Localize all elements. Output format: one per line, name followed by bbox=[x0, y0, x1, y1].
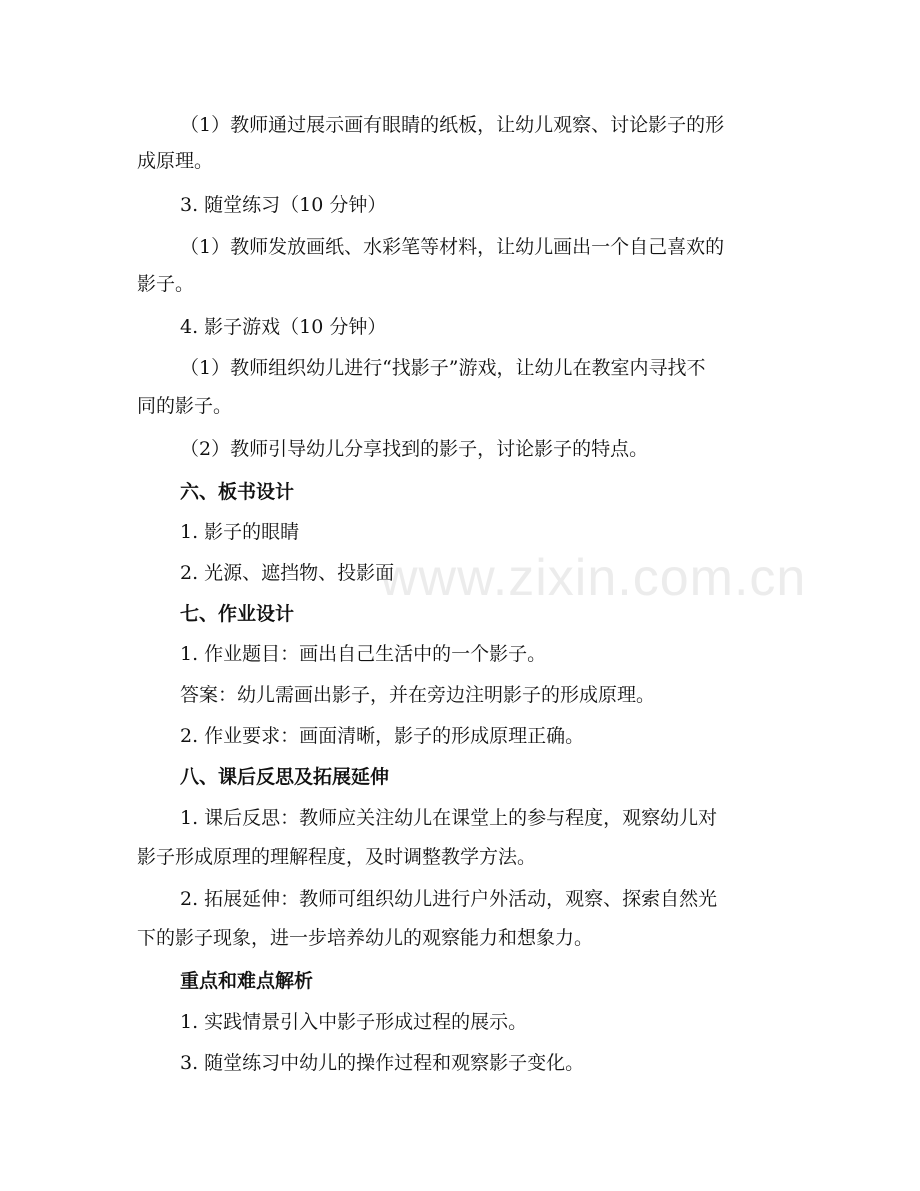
list-item: 1. 影子的眼睛 bbox=[180, 521, 300, 543]
paragraph-line: 成原理。 bbox=[137, 150, 214, 172]
section-heading: 六、板书设计 bbox=[180, 481, 295, 503]
paragraph-line: 1. 课后反思：教师应关注幼儿在课堂上的参与程度，观察幼儿对 bbox=[180, 807, 718, 829]
paragraph-line: 下的影子现象，进一步培养幼儿的观察能力和想象力。 bbox=[137, 927, 594, 949]
section-heading: 重点和难点解析 bbox=[180, 970, 314, 992]
list-item: 2. 光源、遮挡物、投影面 bbox=[180, 562, 395, 584]
list-item: 1. 实践情景引入中影子形成过程的展示。 bbox=[180, 1011, 528, 1033]
paragraph-line: 2. 拓展延伸：教师可组织幼儿进行户外活动，观察、探索自然光 bbox=[180, 888, 718, 910]
watermark: www.zixin.com.cn bbox=[380, 549, 807, 607]
paragraph-line: （1）教师通过展示画有眼睛的纸板，让幼儿观察、讨论影子的形 bbox=[180, 114, 725, 136]
list-item: 3. 随堂练习（10 分钟） bbox=[180, 194, 387, 216]
list-item: 1. 作业题目：画出自己生活中的一个影子。 bbox=[180, 643, 547, 665]
paragraph-line: 影子。 bbox=[137, 273, 195, 295]
list-item: 3. 随堂练习中幼儿的操作过程和观察影子变化。 bbox=[180, 1052, 585, 1074]
section-heading: 七、作业设计 bbox=[180, 603, 295, 625]
list-item: 2. 作业要求：画面清晰，影子的形成原理正确。 bbox=[180, 725, 585, 747]
paragraph-line: 答案：幼儿需画出影子，并在旁边注明影子的形成原理。 bbox=[180, 684, 656, 706]
paragraph-line: 影子形成原理的理解程度，及时调整教学方法。 bbox=[137, 846, 537, 868]
paragraph-line: （2）教师引导幼儿分享找到的影子，讨论影子的特点。 bbox=[180, 438, 649, 460]
section-heading: 八、课后反思及拓展延伸 bbox=[180, 766, 390, 788]
paragraph-line: 同的影子。 bbox=[137, 395, 233, 417]
paragraph-line: （1）教师发放画纸、水彩笔等材料，让幼儿画出一个自己喜欢的 bbox=[180, 236, 725, 258]
list-item: 4. 影子游戏（10 分钟） bbox=[180, 316, 387, 338]
paragraph-line: （1）教师组织幼儿进行“找影子”游戏，让幼儿在教室内寻找不 bbox=[180, 357, 706, 379]
